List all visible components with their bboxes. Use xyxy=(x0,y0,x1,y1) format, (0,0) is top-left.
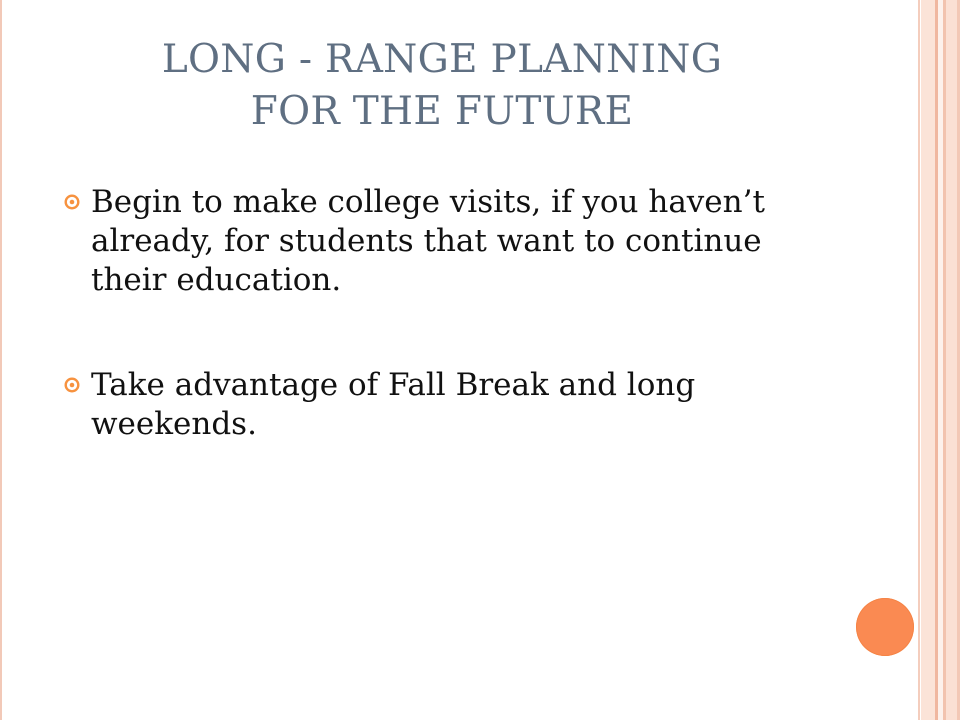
right-decorative-band-fill xyxy=(946,0,957,720)
bullet-item xyxy=(64,366,824,444)
bullet-text: Take advantage of Fall Break and long weekends. xyxy=(91,367,696,442)
right-decorative-band-fill xyxy=(921,0,935,720)
orange-circle-decoration xyxy=(856,598,914,656)
sun-bullet-icon xyxy=(64,194,80,210)
right-decorative-band xyxy=(918,0,920,720)
slide-title-line-1: LONG - RANGE PLANNING xyxy=(161,37,723,82)
slide-title xyxy=(60,34,824,138)
left-border xyxy=(0,0,2,720)
bullet-list xyxy=(64,183,824,444)
sun-bullet-icon xyxy=(64,377,80,393)
bullet-text: Begin to make college visits, if you haven’t already, for students that want to continue their education. xyxy=(91,184,765,298)
bullet-item xyxy=(64,183,824,300)
slide-title-line-2: FOR THE FUTURE xyxy=(250,89,634,134)
